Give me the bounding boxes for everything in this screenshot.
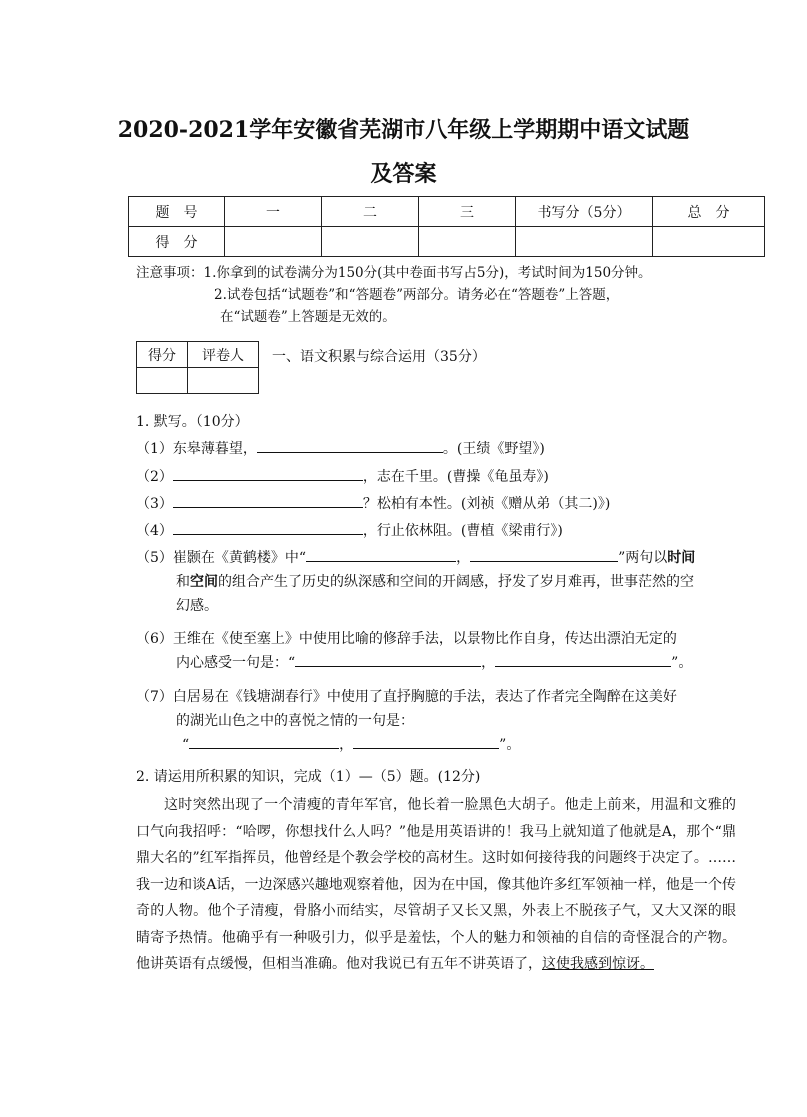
score-cell (322, 227, 419, 257)
notes-line: 在“试题卷”上答题是无效的。 (220, 309, 396, 325)
question-2-heading: 2. 请运用所积累的知识，完成（1）—（5）题。(12分) (136, 769, 481, 785)
item-text: （1）东皋薄暮望， (136, 441, 257, 457)
score-header-cell: 一 (225, 197, 322, 227)
score-table (128, 196, 765, 257)
score-table-header-row (129, 197, 765, 227)
score-header-cell: 总 分 (653, 197, 765, 227)
question-1-item-5 (136, 546, 756, 618)
question-1-heading: 1. 默写。（10分） (136, 414, 249, 430)
item-text: ，行止依林阻。(曹植《梁甫行》) (362, 523, 563, 539)
item-text: （4） (136, 523, 173, 539)
score-cell (516, 227, 653, 257)
question-1-item-3 (136, 492, 610, 516)
item-text: ， (339, 737, 354, 753)
item-text: （5）崔颢在《黄鹤楼》中“ (136, 550, 307, 566)
exam-title: 2020-2021学年安徽省芜湖市八年级上学期期中语文试题 (117, 117, 690, 143)
question-1-item-4 (136, 519, 563, 543)
item-text: 和 (176, 574, 190, 590)
answer-blank[interactable] (257, 438, 443, 453)
score-cell (653, 227, 765, 257)
score-row-label: 得 分 (129, 227, 225, 257)
section-heading: 一、语文积累与综合运用（35分） (272, 349, 486, 365)
answer-blank[interactable] (173, 466, 363, 481)
keyword-space: 空间 (190, 574, 218, 590)
exam-notes (136, 262, 786, 328)
answer-blank[interactable] (189, 734, 339, 749)
item-text: “ (182, 737, 190, 753)
item-text: （7）白居易在《钱塘湖春行》中使用了直抒胸臆的手法，表达了作者完全陶醉在这美好 (136, 689, 677, 705)
grader-header-score: 得分 (137, 342, 188, 368)
score-header-cell: 三 (419, 197, 516, 227)
score-cell (419, 227, 516, 257)
grader-table (136, 341, 259, 394)
passage-text: 这时突然出现了一个清瘦的青年军官，他长着一脸黑色大胡子。他走上前来，用温和文雅的口气向我招呼：“哈啰，你想找什么人吗？”他是用英语讲的！我马上就知道了他就是A，那个“鼎鼎大名的”红军指挥员，他曾经是个教会学校的高材生。这时如何接待我的问题终于决定了。……我一边和谈A话，一边深感兴趣地观察着他，因为在中国，像其他许多红军领袖一样，他是一个传奇的人物。他个子清瘦，骨胳小而结实，尽管胡子又长又黑，外表上不脱孩子气，又大又深的眼睛寄予热情。他确乎有一种吸引力，似乎是羞怯，个人的魅力和领袖的自信的奇怪混合的产物。他讲英语有点缓慢，但相当准确。他对我说已有五年不讲英语了， (136, 797, 736, 972)
item-text: 的湖光山色之中的喜悦之情的一句是： (176, 713, 414, 729)
score-header-cell: 书写分（5分） (516, 197, 653, 227)
keyword-time: 时间 (667, 550, 696, 566)
item-text: ？松柏有本性。(刘祯《赠从弟（其二)》) (362, 496, 611, 512)
item-text: ”。 (499, 737, 521, 753)
notes-line: 注意事项：1.你拿到的试卷满分为150分(其中卷面书写占5分)，考试时间为150分钟。 (136, 265, 652, 281)
item-text: ， (456, 550, 471, 566)
score-table-score-row (129, 227, 765, 257)
answer-blank[interactable] (470, 547, 618, 562)
question-2-passage (136, 792, 736, 978)
score-header-cell: 题 号 (129, 197, 225, 227)
grader-header-grader: 评卷人 (188, 342, 259, 368)
exam-title-line2: 及答案 (370, 161, 437, 187)
item-text: ， (481, 655, 496, 671)
answer-blank[interactable] (295, 652, 481, 667)
question-1-item-2 (136, 465, 549, 489)
answer-blank[interactable] (353, 734, 499, 749)
item-text: （3） (136, 496, 173, 512)
score-header-cell: 二 (322, 197, 419, 227)
answer-blank[interactable] (495, 652, 671, 667)
grader-cell (137, 368, 188, 394)
question-1-item-6 (136, 627, 756, 675)
answer-blank[interactable] (173, 493, 363, 508)
question-1-item-1 (136, 437, 545, 461)
score-cell (225, 227, 322, 257)
item-text: 的组合产生了历史的纵深感和空间的开阔感，抒发了岁月难再，世事茫然的空 (218, 574, 694, 590)
item-text: ，志在千里。(曹操《龟虽寿》) (362, 469, 549, 485)
question-1-item-7 (136, 685, 756, 757)
item-text: （6）王维在《使至塞上》中使用比喻的修辞手法，以景物比作自身，传达出漂泊无定的 (136, 631, 677, 647)
answer-blank[interactable] (173, 520, 363, 535)
answer-blank[interactable] (306, 547, 456, 562)
item-text: ”。 (671, 655, 693, 671)
item-text: ”两句以 (618, 550, 668, 566)
passage-underlined-text: 这使我感到惊讶。 (542, 956, 654, 972)
item-text: 内心感受一句是：“ (176, 655, 296, 671)
notes-line: 2.试卷包括“试题卷”和“答题卷”两部分。请务必在“答题卷”上答题， (214, 287, 620, 303)
item-text: （2） (136, 469, 173, 485)
item-text: 。(王绩《野望》) (442, 441, 545, 457)
item-text: 幻感。 (176, 598, 218, 614)
grader-cell (188, 368, 259, 394)
